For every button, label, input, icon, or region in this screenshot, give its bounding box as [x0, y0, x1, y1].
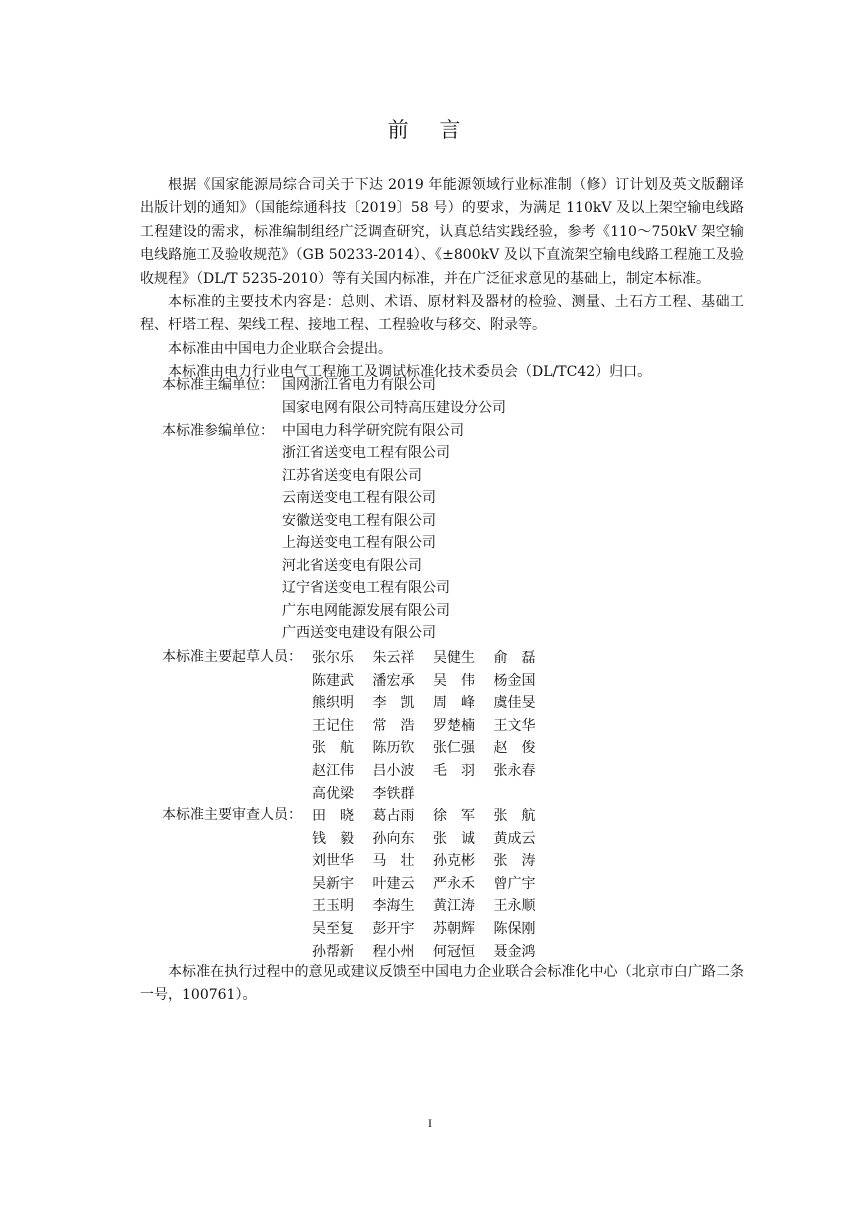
participating-unit: 云南送变电工程有限公司 [282, 490, 436, 506]
drafter-name: 吴健生 [433, 650, 475, 666]
reviewer-name: 黄成云 [493, 830, 536, 847]
reviewer-name: 陈保刚 [493, 921, 536, 937]
drafter-name: 王记住 [312, 717, 354, 734]
participating-unit: 广东电网能源发展有限公司 [282, 603, 450, 619]
drafter-name: 陈历钦 [372, 740, 415, 757]
chief-unit: 国家电网有限公司特高压建设分公司 [282, 400, 506, 416]
drafter-name: 俞 磊 [493, 650, 536, 666]
drafter-name: 陈建武 [312, 672, 354, 689]
participating-units-label: 本标准参编单位： [162, 423, 274, 439]
participating-unit: 河北省送变电有限公司 [282, 558, 422, 574]
participating-unit: 中国电力科学研究院有限公司 [282, 423, 464, 439]
reviewer-name: 张 诚 [433, 830, 475, 847]
reviewer-name: 孙帮新 [312, 943, 354, 960]
reviewer-name: 孙克彬 [433, 853, 475, 870]
intro-paragraph: 根据《国家能源局综合司关于下达 2019 年能源领域行业标准制（修）订计划及英文版翻译出版计划的通知》（国能综通科技〔2019〕58 号）的要求，为满足 110kV 及以上架空输电线路工程建设的需求，标准编制组经广泛调查研究，认真总结实践经验，参考《110～750kV 架空输电线路施工及验收规范》（GB 50233-2014）、《±800kV 及以下直流架空输电线路工程施工及验收规程》（DL/T 5235-2010）等有关国内标准，并在广泛征求意见的基础上，制定本标准。 [140, 177, 744, 287]
participating-unit: 辽宁省送变电工程有限公司 [282, 580, 450, 596]
drafter-name: 张仁强 [433, 740, 475, 757]
drafter-name: 张尔乐 [312, 650, 354, 666]
reviewer-name: 叶建云 [372, 875, 415, 892]
drafter-name: 张永春 [493, 763, 536, 779]
intro-paragraph: 本标准由中国电力企业联合会提出。 [168, 340, 392, 357]
drafter-name: 虞佳旻 [493, 695, 536, 712]
reviewer-name: 吴至复 [312, 921, 354, 937]
chief-units-label: 本标准主编单位： [162, 377, 274, 393]
reviewer-name: 彭开宇 [372, 921, 415, 937]
drafter-name: 毛 羽 [433, 763, 475, 779]
chief-unit: 国网浙江省电力有限公司 [282, 377, 436, 393]
reviewers-label: 本标准主要审查人员： [162, 807, 302, 823]
reviewer-name: 钱 毅 [312, 830, 354, 847]
drafter-name: 熊织明 [312, 695, 354, 712]
reviewer-name: 严永禾 [433, 875, 475, 892]
reviewer-name: 王永顺 [493, 898, 536, 915]
intro-section [140, 174, 744, 385]
participating-unit: 浙江省送变电工程有限公司 [282, 445, 450, 461]
feedback-paragraph: 本标准在执行过程中的意见或建议反馈至中国电力企业联合会标准化中心（北京市白广路二条一号，100761）。 [140, 964, 744, 1004]
drafter-name: 周 峰 [433, 695, 475, 712]
participating-unit: 江苏省送变电有限公司 [282, 468, 422, 484]
reviewer-name: 马 壮 [372, 853, 415, 870]
drafter-name: 李 凯 [372, 695, 415, 712]
participating-unit: 安徽送变电工程有限公司 [282, 513, 436, 529]
reviewer-name: 吴新宇 [312, 875, 354, 892]
reviewer-name: 张 涛 [493, 853, 536, 870]
drafter-name: 吴 伟 [433, 672, 475, 689]
reviewer-name: 李海生 [372, 898, 415, 915]
reviewer-name: 苏朝辉 [433, 921, 475, 937]
participating-unit: 上海送变电工程有限公司 [282, 535, 436, 551]
page-number: I [428, 1116, 432, 1130]
reviewer-name: 黄江涛 [433, 898, 475, 915]
drafter-name: 罗楚楠 [433, 717, 475, 734]
reviewer-name: 孙向东 [372, 830, 415, 847]
reviewer-name: 刘世华 [312, 853, 354, 870]
reviewer-name: 张 航 [493, 808, 536, 824]
drafters-label: 本标准主要起草人员： [162, 649, 302, 665]
drafter-name: 潘宏承 [372, 672, 415, 689]
feedback-section [140, 961, 744, 1008]
intro-paragraph: 本标准由电力行业电气工程施工及调试标准化技术委员会（DL/TC42）归口。 [168, 364, 652, 381]
drafter-name: 赵 俊 [493, 740, 536, 757]
reviewer-name: 何冠恒 [433, 943, 475, 960]
reviewer-name: 曾广宇 [493, 875, 536, 892]
drafter-name: 杨金国 [493, 672, 536, 689]
drafter-name: 张 航 [312, 740, 354, 757]
drafter-name: 常 浩 [372, 717, 415, 734]
page-title: 前 言 [387, 118, 473, 142]
drafter-name: 王文华 [493, 717, 536, 734]
reviewer-name: 王玉明 [312, 898, 354, 915]
drafter-name: 高优梁 [312, 785, 354, 802]
participating-unit: 广西送变电建设有限公司 [282, 625, 436, 641]
drafter-name: 朱云祥 [372, 650, 415, 666]
drafter-name: 李铁群 [372, 785, 415, 802]
reviewer-name: 聂金鸿 [493, 943, 536, 960]
reviewer-name: 葛占雨 [372, 808, 415, 824]
drafter-name: 吕小波 [372, 763, 415, 779]
reviewer-name: 田 晓 [312, 808, 354, 824]
reviewer-name: 程小州 [372, 943, 415, 960]
reviewer-name: 徐 军 [433, 808, 475, 824]
intro-paragraph: 本标准的主要技术内容是：总则、术语、原材料及器材的检验、测量、土石方工程、基础工程、杆塔工程、架线工程、接地工程、工程验收与移交、附录等。 [140, 294, 744, 334]
drafter-name: 赵江伟 [312, 763, 354, 779]
